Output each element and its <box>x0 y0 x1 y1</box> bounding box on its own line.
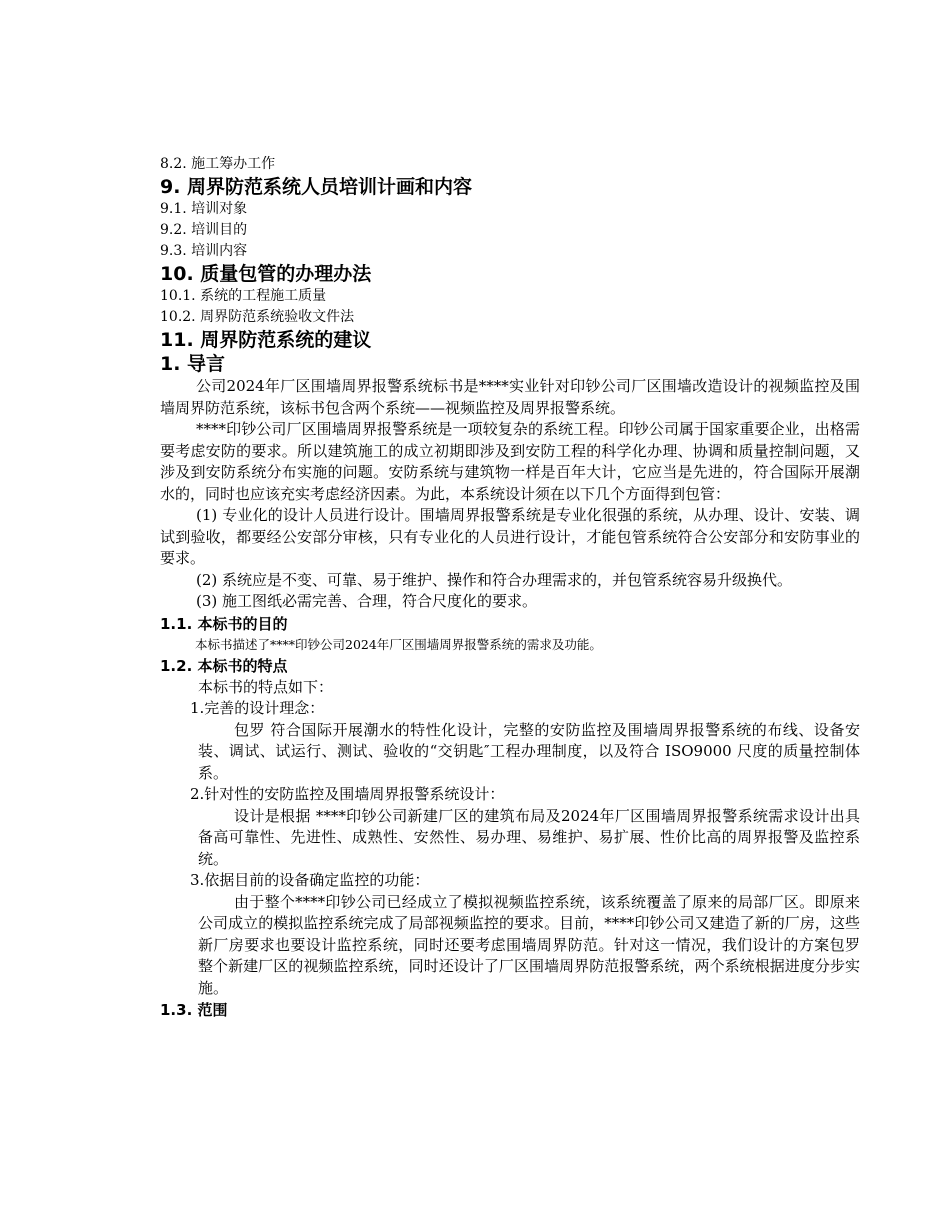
list-item-body: 由于整个****印钞公司已经成立了模拟视频监控系统，该系统覆盖了原来的局部厂区。即原来公司成立的模拟监控系统完成了局部视频监控的要求。目前，****印钞公司又建造了新的厂房，这些新厂房要求也要设计监控系统，同时还要考虑围墙周界防范。针对这一情况，我们设计的方案包罗 整个新建厂区的视频监控系统，同时还设计了厂区围墙周界防范报警系统，两个系统根据进度分步实施。 <box>198 892 860 997</box>
toc-entry[interactable]: 11. 周界防范系统的建议 <box>160 329 372 351</box>
subsection-heading: 1.3. 范围 <box>160 1001 228 1019</box>
paragraph: (1) 专业化的设计人员进行设计。围墙周界报警系统是专业化很强的系统，从办理、设计、安装、调试到验收，都要经公安部分审核，只有专业化的人员进行设计，才能包管系统符合公安部分和安防事业的要求。 <box>160 506 860 567</box>
paragraph: (3) 施工图纸必需完善、合理，符合尺度化的要求。 <box>196 592 538 610</box>
subsection-heading: 1.1. 本标书的目的 <box>160 614 288 633</box>
paragraph: ****印钞公司厂区围墙周界报警系统是一项较复杂的系统工程。印钞公司属于国家重要企业，出格需要考虑安防的要求。所以建筑施工的成立初期即涉及到安防工程的科学化办理、协调和质量控制问题，又涉及到安防系统分布实施的问题。安防系统与建筑物一样是百年大计，它应当是先进的，符合国际开展潮水的，同时也应该充实考虑经济因素。为此，本系统设计须在以下几个方面得到包管： <box>160 420 860 503</box>
document-page <box>160 154 860 1021</box>
toc-entry[interactable]: 10.1. 系统的工程施工质量 <box>160 288 327 304</box>
list-item-body: 包罗 符合国际开展潮水的特性化设计，完整的安防监控及围墙周界报警系统的布线、设备安装、调试、试运行、测试、验收的“交钥匙″工程办理制度，以及符合 ISO9000 尺度的质量控制体系。 <box>198 720 860 782</box>
paragraph: 公司2024年厂区围墙周界报警系统标书是****实业针对印钞公司厂区围墙改造设计的视频监控及围墙周界防范系统，该标书包含两个系统——视频监控及周界报警系统。 <box>160 377 860 417</box>
section-heading: 1. 导言 <box>160 353 226 375</box>
paragraph: (2) 系统应是不变、可靠、易于维护、操作和符合办理需求的，并包管系统容易升级换代。 <box>196 570 793 589</box>
list-item-body: 设计是根据 ****印钞公司新建厂区的建筑布局及2024年厂区围墙周界报警系统需求设计出具备高可靠性、先进性、成熟性、安然性、易办理、易维护、易扩展、性价比高的周界报警及监控系统。 <box>198 806 860 868</box>
toc-entry[interactable]: 9.2. 培训目的 <box>160 222 248 238</box>
paragraph: 本标书描述了****印钞公司2024年厂区围墙周界报警系统的需求及功能。 <box>195 636 602 652</box>
toc-entry[interactable]: 9.1. 培训对象 <box>160 201 248 217</box>
toc-entry[interactable]: 10. 质量包管的办理办法 <box>160 263 372 285</box>
list-item-title: 1.完善的设计理念： <box>190 699 325 717</box>
toc-entry[interactable]: 9. 周界防范系统人员培训计画和内容 <box>160 176 473 198</box>
list-item-title: 2.针对性的安防监控及围墙周界报警系统设计： <box>190 785 505 803</box>
toc-entry[interactable]: 8.2. 施工筹办工作 <box>160 156 276 172</box>
toc-entry[interactable]: 10.2. 周界防范系统验收文件法 <box>160 309 355 325</box>
paragraph: 本标书的特点如下： <box>198 677 334 696</box>
toc-entry[interactable]: 9.3. 培训内容 <box>160 243 248 259</box>
list-item-title: 3.依据目前的设备确定监控的功能： <box>190 871 430 889</box>
subsection-heading: 1.2. 本标书的特点 <box>160 656 288 675</box>
